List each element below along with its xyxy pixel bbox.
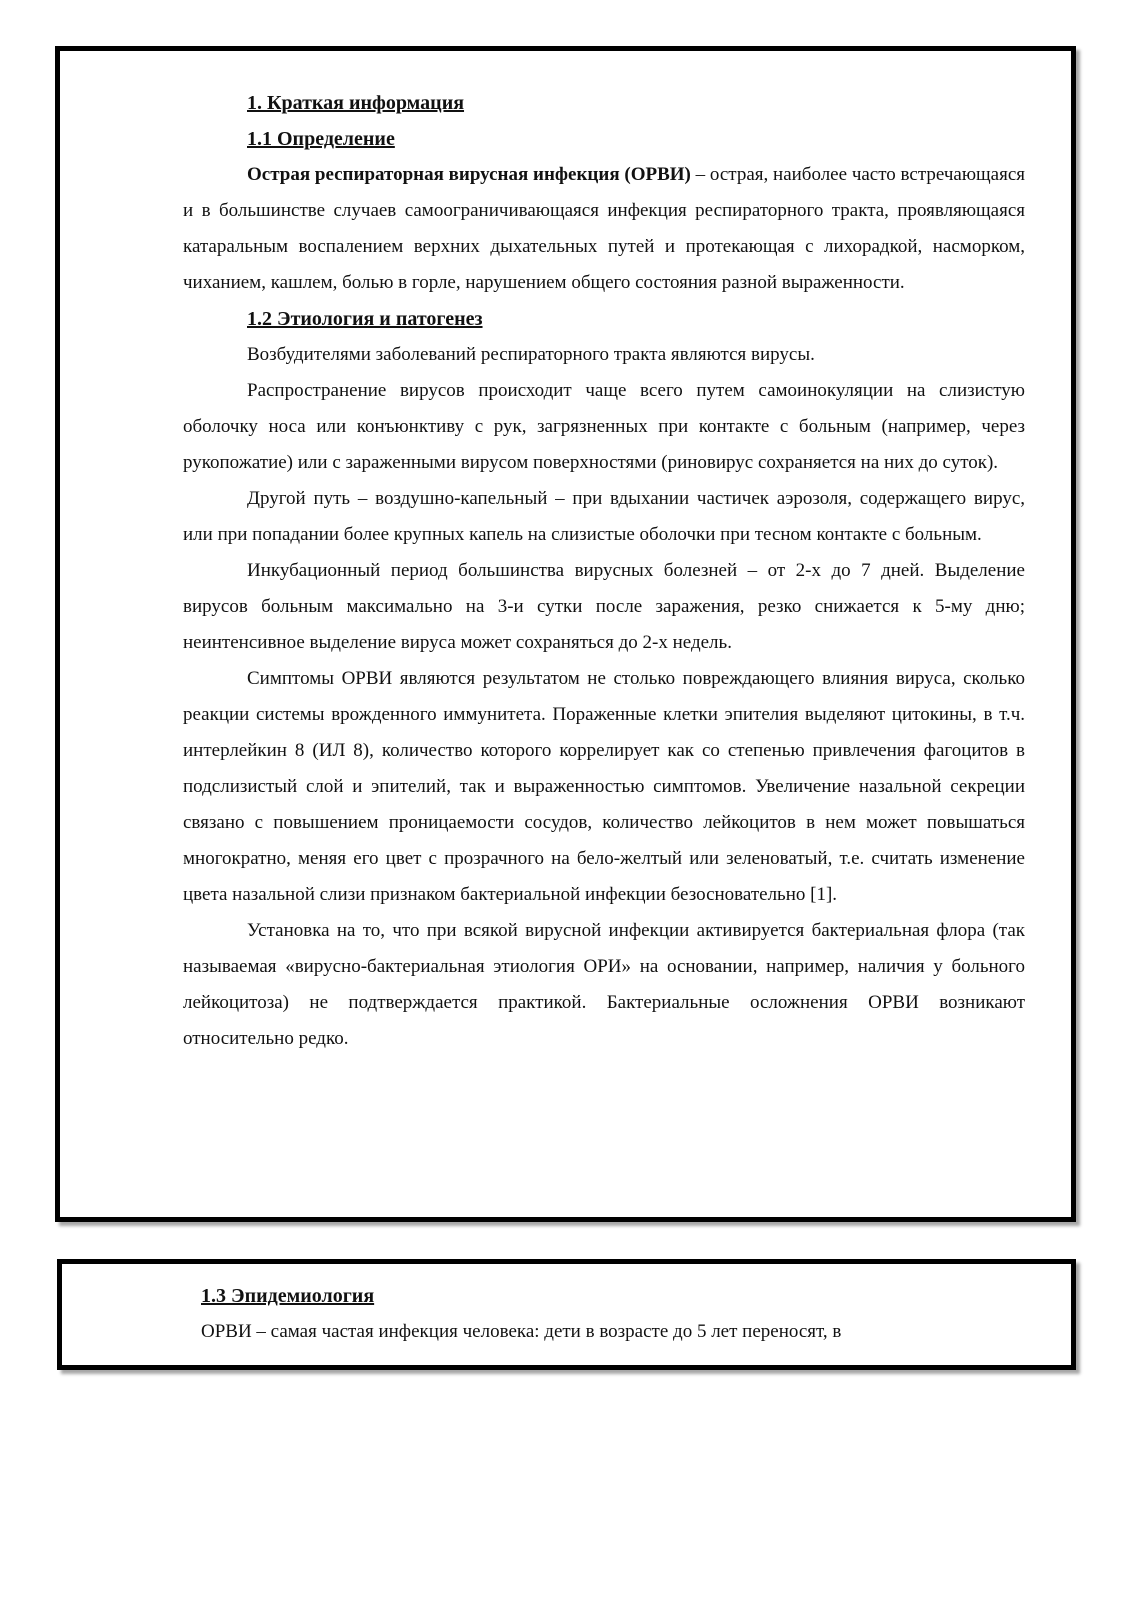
- heading-definition: 1.1 Определение: [247, 128, 395, 150]
- document-frame-main: [55, 46, 1076, 1222]
- definition-paragraph: [183, 157, 1025, 301]
- heading-etiology: 1.2 Этиология и патогенез: [247, 308, 483, 330]
- etiology-paragraph-6: Установка на то, что при всякой вирусной инфекции активируется бактериальная флора (так называемая «вирусно-бактериальная этиология ОРИ» на основании, например, наличия у больного лейкоцитоза) не подтверждается практикой. Бактериальные осложнения ОРВИ возникают относительно редко.: [183, 920, 1025, 1049]
- definition-text: – острая, наиболее часто встречающаяся и в большинстве случаев самоограничивающаяся инфекция респираторного тракта, проявляющаяся катаральным воспалением верхних дыхательных путей и протекающая с лихорадкой, насморком, чиханием, кашлем, болью в горле, нарушением общего состояния разной выраженности.: [183, 164, 1025, 293]
- epidemiology-paragraph: ОРВИ – самая частая инфекция человека: дети в возрасте до 5 лет переносят, в: [201, 1321, 842, 1342]
- etiology-paragraph-1: Возбудителями заболеваний респираторного тракта являются вирусы.: [247, 344, 815, 365]
- heading-brief-info: 1. Краткая информация: [247, 92, 465, 114]
- document-content-main: [183, 85, 1025, 1057]
- etiology-paragraph-3: Другой путь – воздушно-капельный – при вдыхании частичек аэрозоля, содержащего вирус, или при попадании более крупных капель на слизистые оболочки при тесном контакте с больным.: [183, 488, 1025, 545]
- etiology-paragraph-2: Распространение вирусов происходит чаще всего путем самоинокуляции на слизистую оболочку носа или конъюнктиву с рук, загрязненных при контакте с больным (например, через рукопожатие) или с зараженными вирусом поверхностями (риновирус сохраняется на них до суток).: [183, 380, 1025, 473]
- etiology-paragraph-5: Симптомы ОРВИ являются результатом не столько повреждающего влияния вируса, сколько реакции системы врожденного иммунитета. Пораженные клетки эпителия выделяют цитокины, в т.ч. интерлейкин 8 (ИЛ 8), количество которого коррелирует как со степенью привлечения фагоцитов в подслизистый слой и эпителий, так и выраженностью симптомов. Увеличение назальной секреции связано с повышением проницаемости сосудов, количество лейкоцитов в нем может повышаться многократно, меняя его цвет с прозрачного на бело-желтый или зеленоватый, т.е. считать изменение цвета назальной слизи признаком бактериальной инфекции безосновательно [1].: [183, 668, 1025, 905]
- etiology-paragraph-4: Инкубационный период большинства вирусных болезней – от 2-х до 7 дней. Выделение вирусов больным максимально на 3-и сутки после заражения, резко снижается к 5-му дню; неинтенсивное выделение вируса может сохраняться до 2-х недель.: [183, 560, 1025, 653]
- document-frame-epidemiology: [57, 1259, 1076, 1370]
- document-content-epidemiology: [201, 1278, 1031, 1350]
- definition-term: Острая респираторная вирусная инфекция (ОРВИ): [247, 164, 691, 185]
- heading-epidemiology: 1.3 Эпидемиология: [201, 1285, 375, 1307]
